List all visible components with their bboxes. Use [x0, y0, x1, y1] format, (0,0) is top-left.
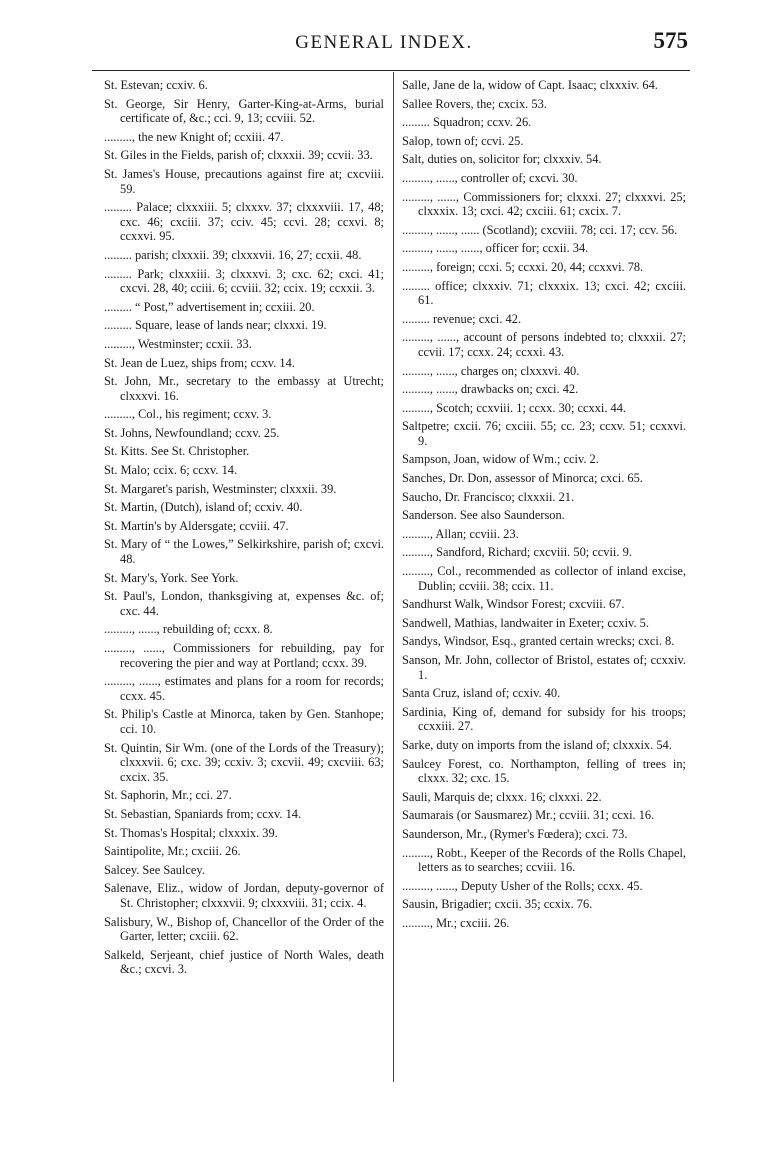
index-entry: St. Mary's, York. See York.: [104, 570, 239, 585]
index-entry: Sallee Rovers, the; cxcix. 53.: [402, 96, 547, 111]
index-entry: ......... parish; clxxxii. 39; clxxxvii. 16, 27; ccxii. 48.: [104, 247, 362, 262]
column-divider: [393, 72, 394, 1082]
index-entry: St. Jean de Luez, ships from; ccxv. 14.: [104, 355, 295, 370]
index-entry: St. Estevan; ccxiv. 6.: [104, 78, 208, 92]
index-entry: Saintipolite, Mr.; cxciii. 26.: [104, 844, 241, 859]
index-entry: St. Philip's Castle at Minorca, taken by Gen. Stanhope; cci. 10.: [104, 707, 384, 736]
index-entry: ........., ......, ......, officer for; ccxii. 34.: [402, 241, 589, 256]
index-entry: ......... “ Post,” advertisement in; ccxiii. 20.: [104, 299, 315, 314]
index-entry: ........., ......, Commissioners for; clxxxi. 27; clxxxvi. 25; clxxxix. 13; cxci. 42; cxciii. 61; cxcix. 7.: [402, 189, 686, 219]
index-entry: ........., Col., recommended as collector of inland excise, Dublin; ccviii. 38; ccix. 11.: [402, 564, 686, 593]
index-entry: St. Margaret's parish, Westminster; clxxxii. 39.: [104, 481, 337, 496]
index-entry: Sarke, duty on imports from the island of; clxxxix. 54.: [402, 737, 672, 752]
index-entry: Sandwell, Mathias, landwaiter in Exeter; ccxiv. 5.: [402, 615, 649, 630]
index-entry: Salenave, Eliz., widow of Jordan, deputy-governor of St. Christopher; clxxxvii. 9; clxxxviii. 31; ccix. 4.: [104, 881, 384, 910]
index-entry: ......... office; clxxxiv. 71; clxxxix. 13; cxci. 42; cxciii. 61.: [402, 278, 686, 308]
index-entry: St. Thomas's Hospital; clxxxix. 39.: [104, 825, 278, 840]
index-entry: St. Mary of “ the Lowes,” Selkirkshire, parish of; cxcvi. 48.: [104, 537, 384, 567]
index-column-right: [402, 78, 686, 935]
index-entry: St. James's House, precautions against fire at; cxcviii. 59.: [104, 166, 384, 196]
index-entry: St. Malo; ccix. 6; ccxv. 14.: [104, 463, 238, 478]
index-entry: Salop, town of; ccvi. 25.: [402, 133, 524, 148]
index-entry: Salkeld, Serjeant, chief justice of North Wales, death &c.; cxcvi. 3.: [104, 947, 384, 977]
index-entry: ......... Squadron; ccxv. 26.: [402, 115, 532, 130]
index-entry: ........., Col., his regiment; ccxv. 3.: [104, 407, 272, 422]
page-number: 575: [653, 28, 688, 53]
index-entry: St. Sebastian, Spaniards from; ccxv. 14.: [104, 806, 302, 821]
index-entry: Sanderson. See also Saunderson.: [402, 508, 565, 523]
index-entry: Saltpetre; cxcii. 76; cxciii. 55; cc. 23; ccxv. 51; ccxxvi. 9.: [402, 419, 686, 448]
index-entry: Salle, Jane de la, widow of Capt. Isaac; clxxxiv. 64.: [402, 78, 658, 92]
index-entry: St. John, Mr., secretary to the embassy at Utrecht; clxxxvi. 16.: [104, 374, 384, 403]
index-entry: ........., Scotch; ccxviii. 1; ccxx. 30; ccxxi. 44.: [402, 400, 627, 415]
index-entry: St. Martin, (Dutch), island of; ccxiv. 40.: [104, 500, 303, 515]
index-entry: ........., ......, ...... (Scotland); cxcviii. 78; cci. 17; ccv. 56.: [402, 222, 678, 237]
index-entry: St. George, Sir Henry, Garter-King-at-Arms, burial certificate of, &c.; cci. 9, 13; ccviii. 52.: [104, 96, 384, 126]
index-entry: Salcey. See Saulcey.: [104, 862, 205, 877]
index-entry: ......... Park; clxxxiii. 3; clxxxvi. 3; cxc. 62; cxci. 41; cxcvi. 28, 40; cciii. 6; ccviii. 32; ccix. 19; ccxxii. 3.: [104, 266, 384, 296]
index-entry: ........., ......, controller of; cxcvi. 30.: [402, 170, 578, 185]
index-entry: Sardinia, King of, demand for subsidy for his troops; ccxxiii. 27.: [402, 704, 686, 734]
index-entry: ........., Robt., Keeper of the Records of the Rolls Chapel, letters as to searches; ccviii. 16.: [402, 845, 686, 875]
index-entry: ........., the new Knight of; ccxiii. 47.: [104, 129, 284, 144]
index-entry: ........., ......, account of persons indebted to; clxxxii. 27; ccvii. 17; ccxx. 24; ccxxi. 43.: [402, 330, 686, 359]
index-entry: St. Paul's, London, thanksgiving at, expenses &c. of; cxc. 44.: [104, 589, 384, 618]
index-entry: St. Saphorin, Mr.; cci. 27.: [104, 788, 232, 803]
index-entry: Santa Cruz, island of; ccxiv. 40.: [402, 686, 561, 701]
index-entry: Sausin, Brigadier; cxcii. 35; ccxix. 76.: [402, 897, 593, 912]
index-entry: Salt, duties on, solicitor for; clxxxiv. 54.: [402, 152, 602, 167]
page-header: [0, 28, 768, 68]
index-entry: ........., Mr.; cxciii. 26.: [402, 915, 510, 930]
index-entry: St. Kitts. See St. Christopher.: [104, 444, 250, 459]
index-entry: ......... Square, lease of lands near; clxxxi. 19.: [104, 318, 327, 333]
index-entry: ........., ......, charges on; clxxxvi. 40.: [402, 363, 580, 378]
index-entry: Sandys, Windsor, Esq., granted certain wrecks; cxci. 8.: [402, 634, 675, 649]
index-entry: ........., ......, drawbacks on; cxci. 42.: [402, 382, 579, 397]
index-column-left: [104, 78, 384, 981]
index-entry: St. Johns, Newfoundland; ccxv. 25.: [104, 425, 280, 440]
index-entry: ........., Sandford, Richard; cxcviii. 50; ccvii. 9.: [402, 545, 632, 560]
index-entry: ........., ......, Deputy Usher of the Rolls; ccxx. 45.: [402, 878, 643, 893]
index-entry: ........., ......, rebuilding of; ccxx. 8.: [104, 622, 273, 637]
index-entry: Sanson, Mr. John, collector of Bristol, estates of; ccxxiv. 1.: [402, 653, 686, 682]
index-entry: Saulcey Forest, co. Northampton, felling of trees in; clxxx. 32; cxc. 15.: [402, 756, 686, 786]
header-rule: [92, 70, 690, 71]
index-entry: ........., Allan; ccviii. 23.: [402, 526, 519, 541]
index-entry: ........., ......, Commissioners for rebuilding, pay for recovering the pier and way at Portland; ccxx. 39.: [104, 641, 384, 670]
page-title: GENERAL INDEX.: [295, 32, 473, 53]
index-entry: Sanches, Dr. Don, assessor of Minorca; cxci. 65.: [402, 471, 643, 486]
index-entry: Salisbury, W., Bishop of, Chancellor of the Order of the Garter, letter; cxciii. 62.: [104, 914, 384, 944]
index-entry: Saunderson, Mr., (Rymer's Fœdera); cxci. 73.: [402, 826, 628, 841]
index-entry: ........., Westminster; ccxii. 33.: [104, 336, 252, 351]
index-entry: Sandhurst Walk, Windsor Forest; cxcviii. 67.: [402, 597, 625, 612]
index-entry: Sauli, Marquis de; clxxx. 16; clxxxi. 22.: [402, 789, 602, 804]
index-entry: ........., ......, estimates and plans for a room for records; ccxx. 45.: [104, 674, 384, 703]
index-entry: Saumarais (or Sausmarez) Mr.; ccviii. 31; ccxi. 16.: [402, 808, 655, 823]
index-entry: ......... Palace; clxxxiii. 5; clxxxv. 37; clxxxviii. 17, 48; cxc. 46; cxciii. 37; cciv. 45; ccvi. 28; ccxvi. 8; ccxxvi. 95.: [104, 200, 384, 244]
index-entry: ......... revenue; cxci. 42.: [402, 311, 522, 326]
index-entry: St. Giles in the Fields, parish of; clxxxii. 39; ccvii. 33.: [104, 148, 373, 163]
index-entry: St. Martin's by Aldersgate; ccviii. 47.: [104, 518, 289, 533]
index-entry: ........., foreign; ccxi. 5; ccxxi. 20, 44; ccxxvi. 78.: [402, 259, 644, 274]
index-entry: St. Quintin, Sir Wm. (one of the Lords of the Treasury); clxxxvii. 6; cxc. 39; ccxiv. 3; cxcvii. 49; cxcviii. 63; cxcix. 35.: [104, 740, 384, 784]
index-entry: Saucho, Dr. Francisco; clxxxii. 21.: [402, 489, 575, 504]
index-entry: Sampson, Joan, widow of Wm.; cciv. 2.: [402, 452, 599, 467]
